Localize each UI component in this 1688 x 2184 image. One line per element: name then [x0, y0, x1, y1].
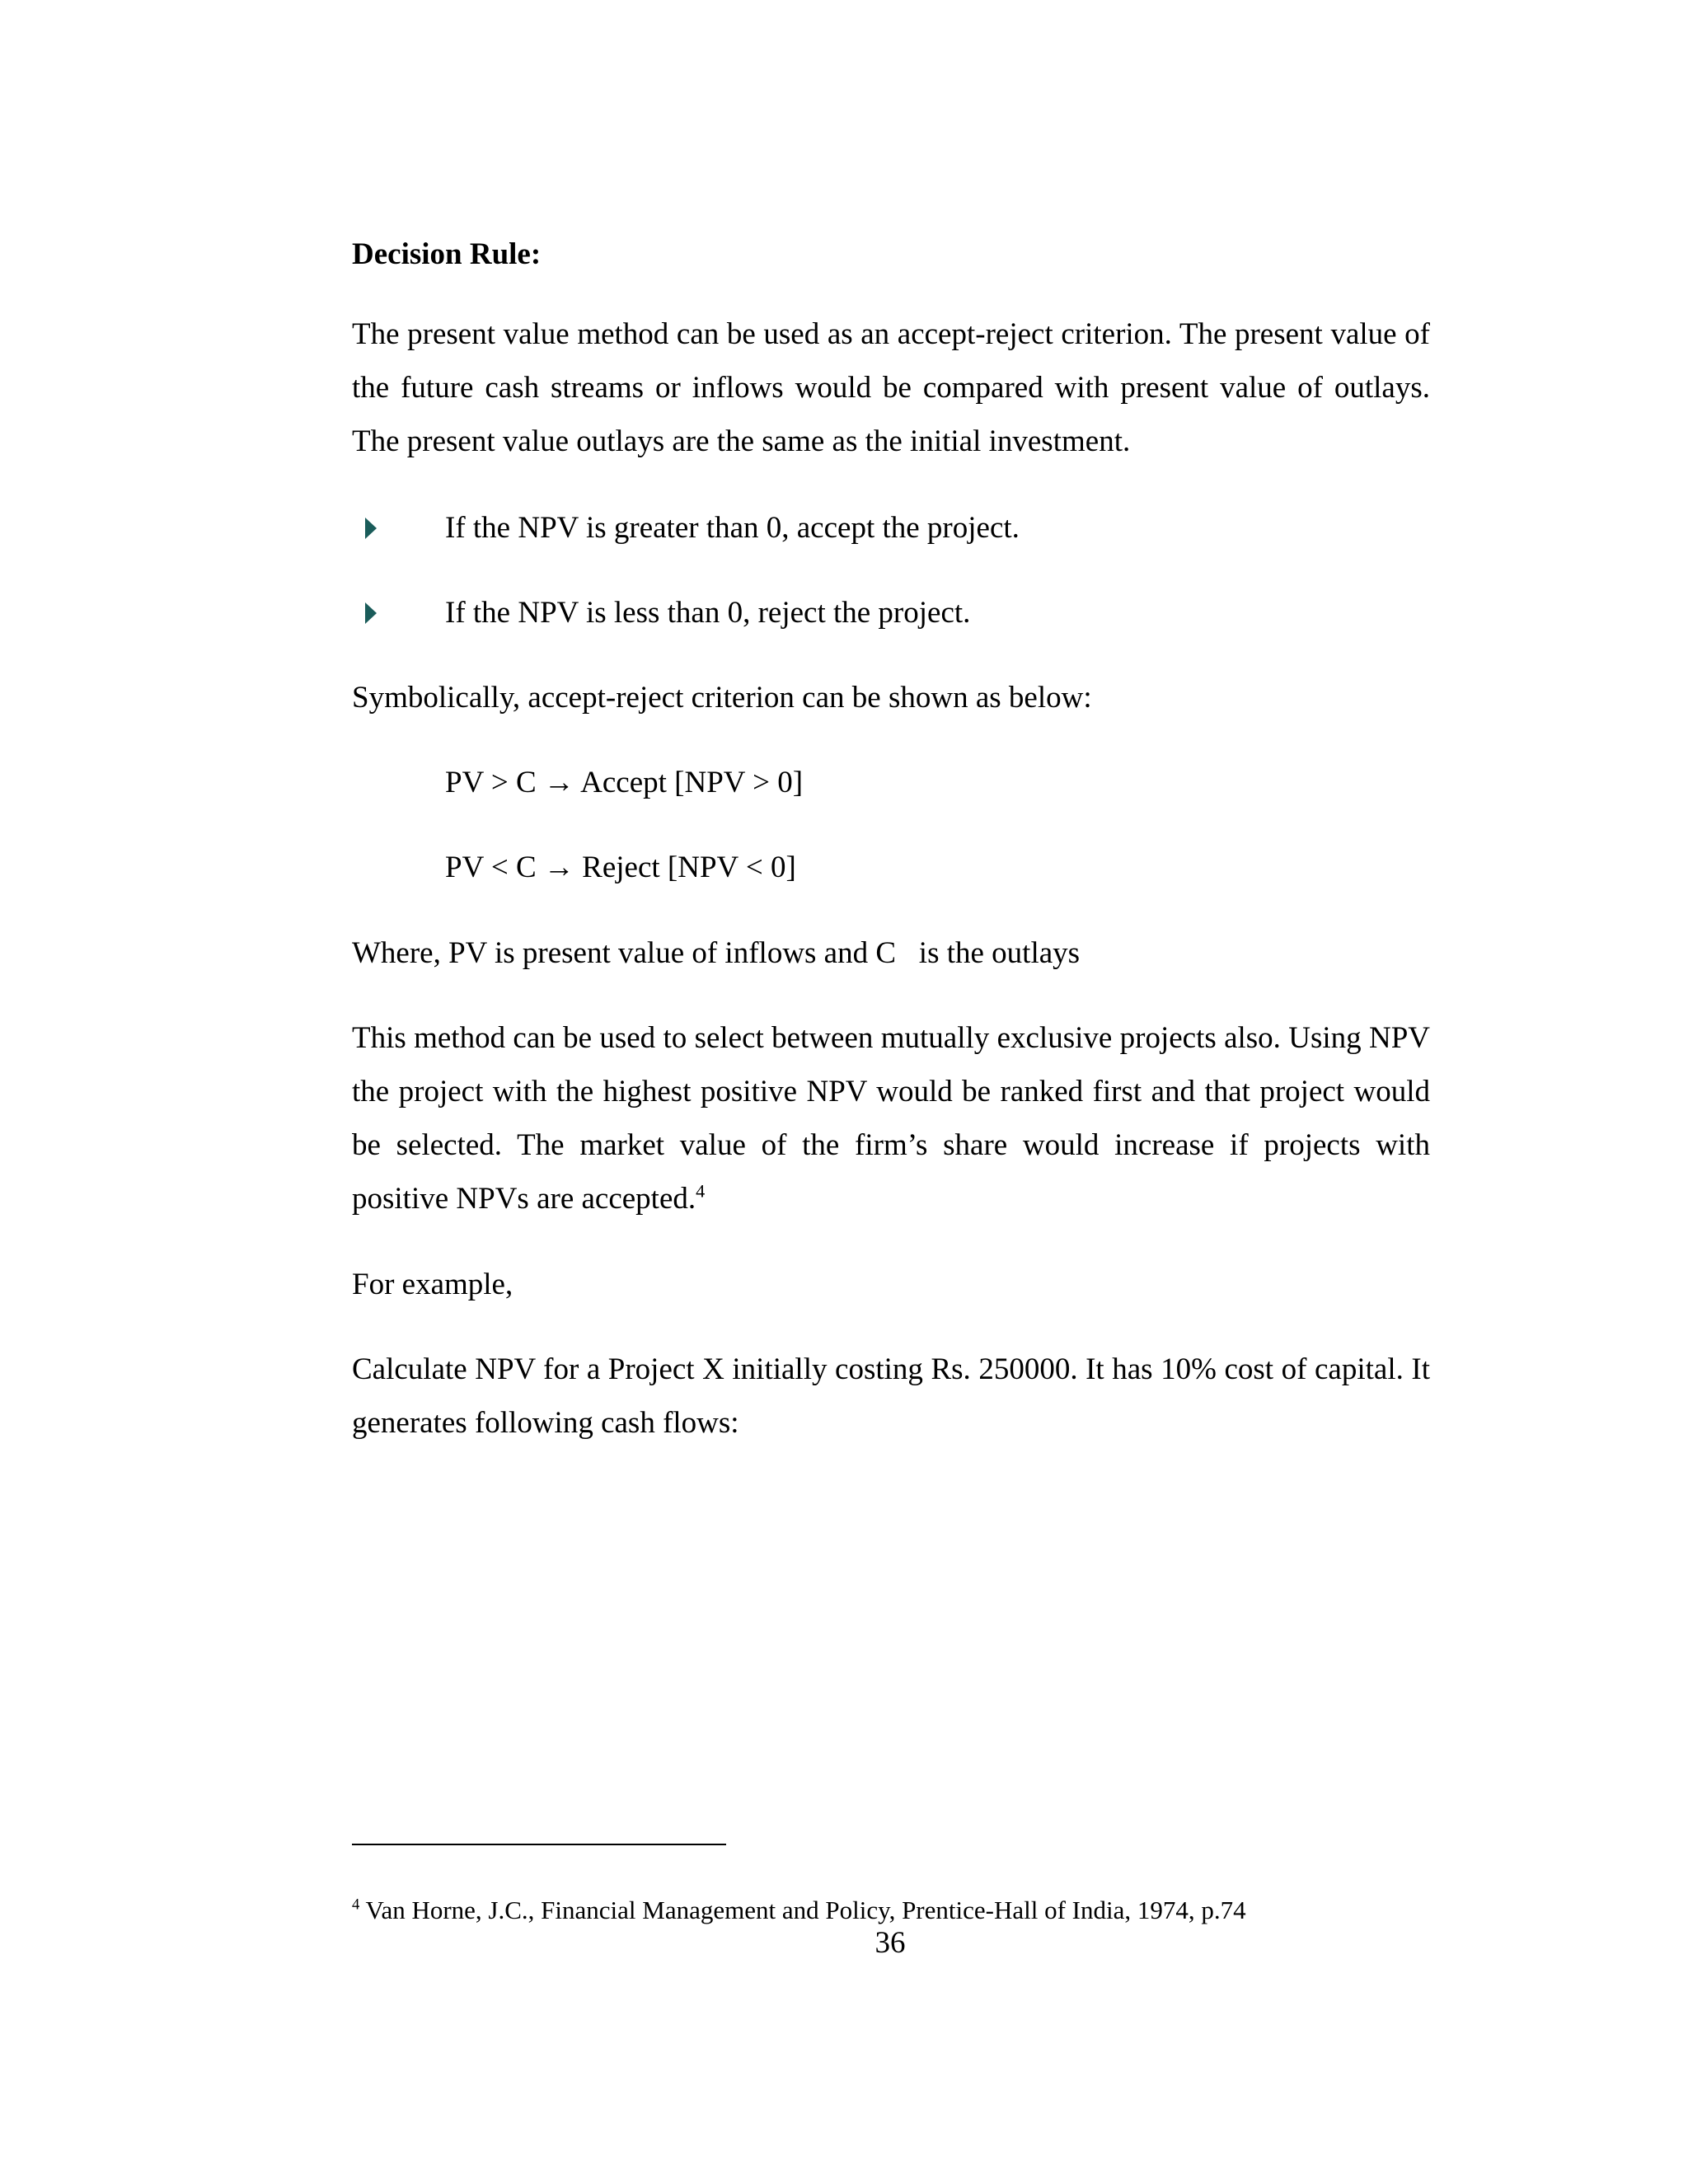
formula-accept: PV > C → Accept [NPV > 0]: [445, 766, 804, 799]
formula-reject: PV < C → Reject [NPV < 0]: [445, 851, 796, 884]
bullet-text: If the NPV is greater than 0, accept the project.: [445, 511, 1020, 545]
triangle-bullet-icon: [365, 518, 377, 539]
footnote-text: Van Horne, J.C., Financial Management and Policy, Prentice-Hall of India, 1974, p.74: [359, 1896, 1246, 1924]
page-number: 36: [874, 1926, 906, 1960]
intro-paragraph: The present value method can be used as an accept-reject criterion. The present value of the future cash streams or inflows would be compared with present value of outlays. The present value outlays are the same as the initial investment.: [352, 317, 1430, 458]
triangle-bullet-icon: [365, 602, 377, 624]
mutually-exclusive-paragraph: [352, 1011, 1430, 1226]
where-line: Where, PV is present value of inflows and C is the outlays: [352, 936, 1081, 970]
paragraph-text: This method can be used to select between mutually exclusive projects also. Using NPV the project with the highest positive NPV would be ranked first and that project would be selected. The market value of the firm’s share would increase if projects with positive NPVs are accepted.: [352, 1021, 1430, 1216]
footnote-marker: 4: [352, 1896, 360, 1914]
bullet-item-reject: [352, 586, 1430, 640]
bullet-text: If the NPV is less than 0, reject the project.: [445, 596, 971, 630]
section-heading: Decision Rule:: [352, 237, 542, 271]
footnote: [352, 1896, 1246, 1925]
example-intro: For example,: [352, 1268, 513, 1301]
footnote-divider: [352, 1844, 726, 1845]
symbolic-intro: Symbolically, accept-reject criterion can be shown as below:: [352, 681, 1092, 715]
bullet-item-accept: [352, 501, 1430, 555]
footnote-reference: 4: [696, 1180, 706, 1202]
example-paragraph: Calculate NPV for a Project X initially costing Rs. 250000. It has 10% cost of capital. It generates following cash flows:: [352, 1352, 1430, 1440]
